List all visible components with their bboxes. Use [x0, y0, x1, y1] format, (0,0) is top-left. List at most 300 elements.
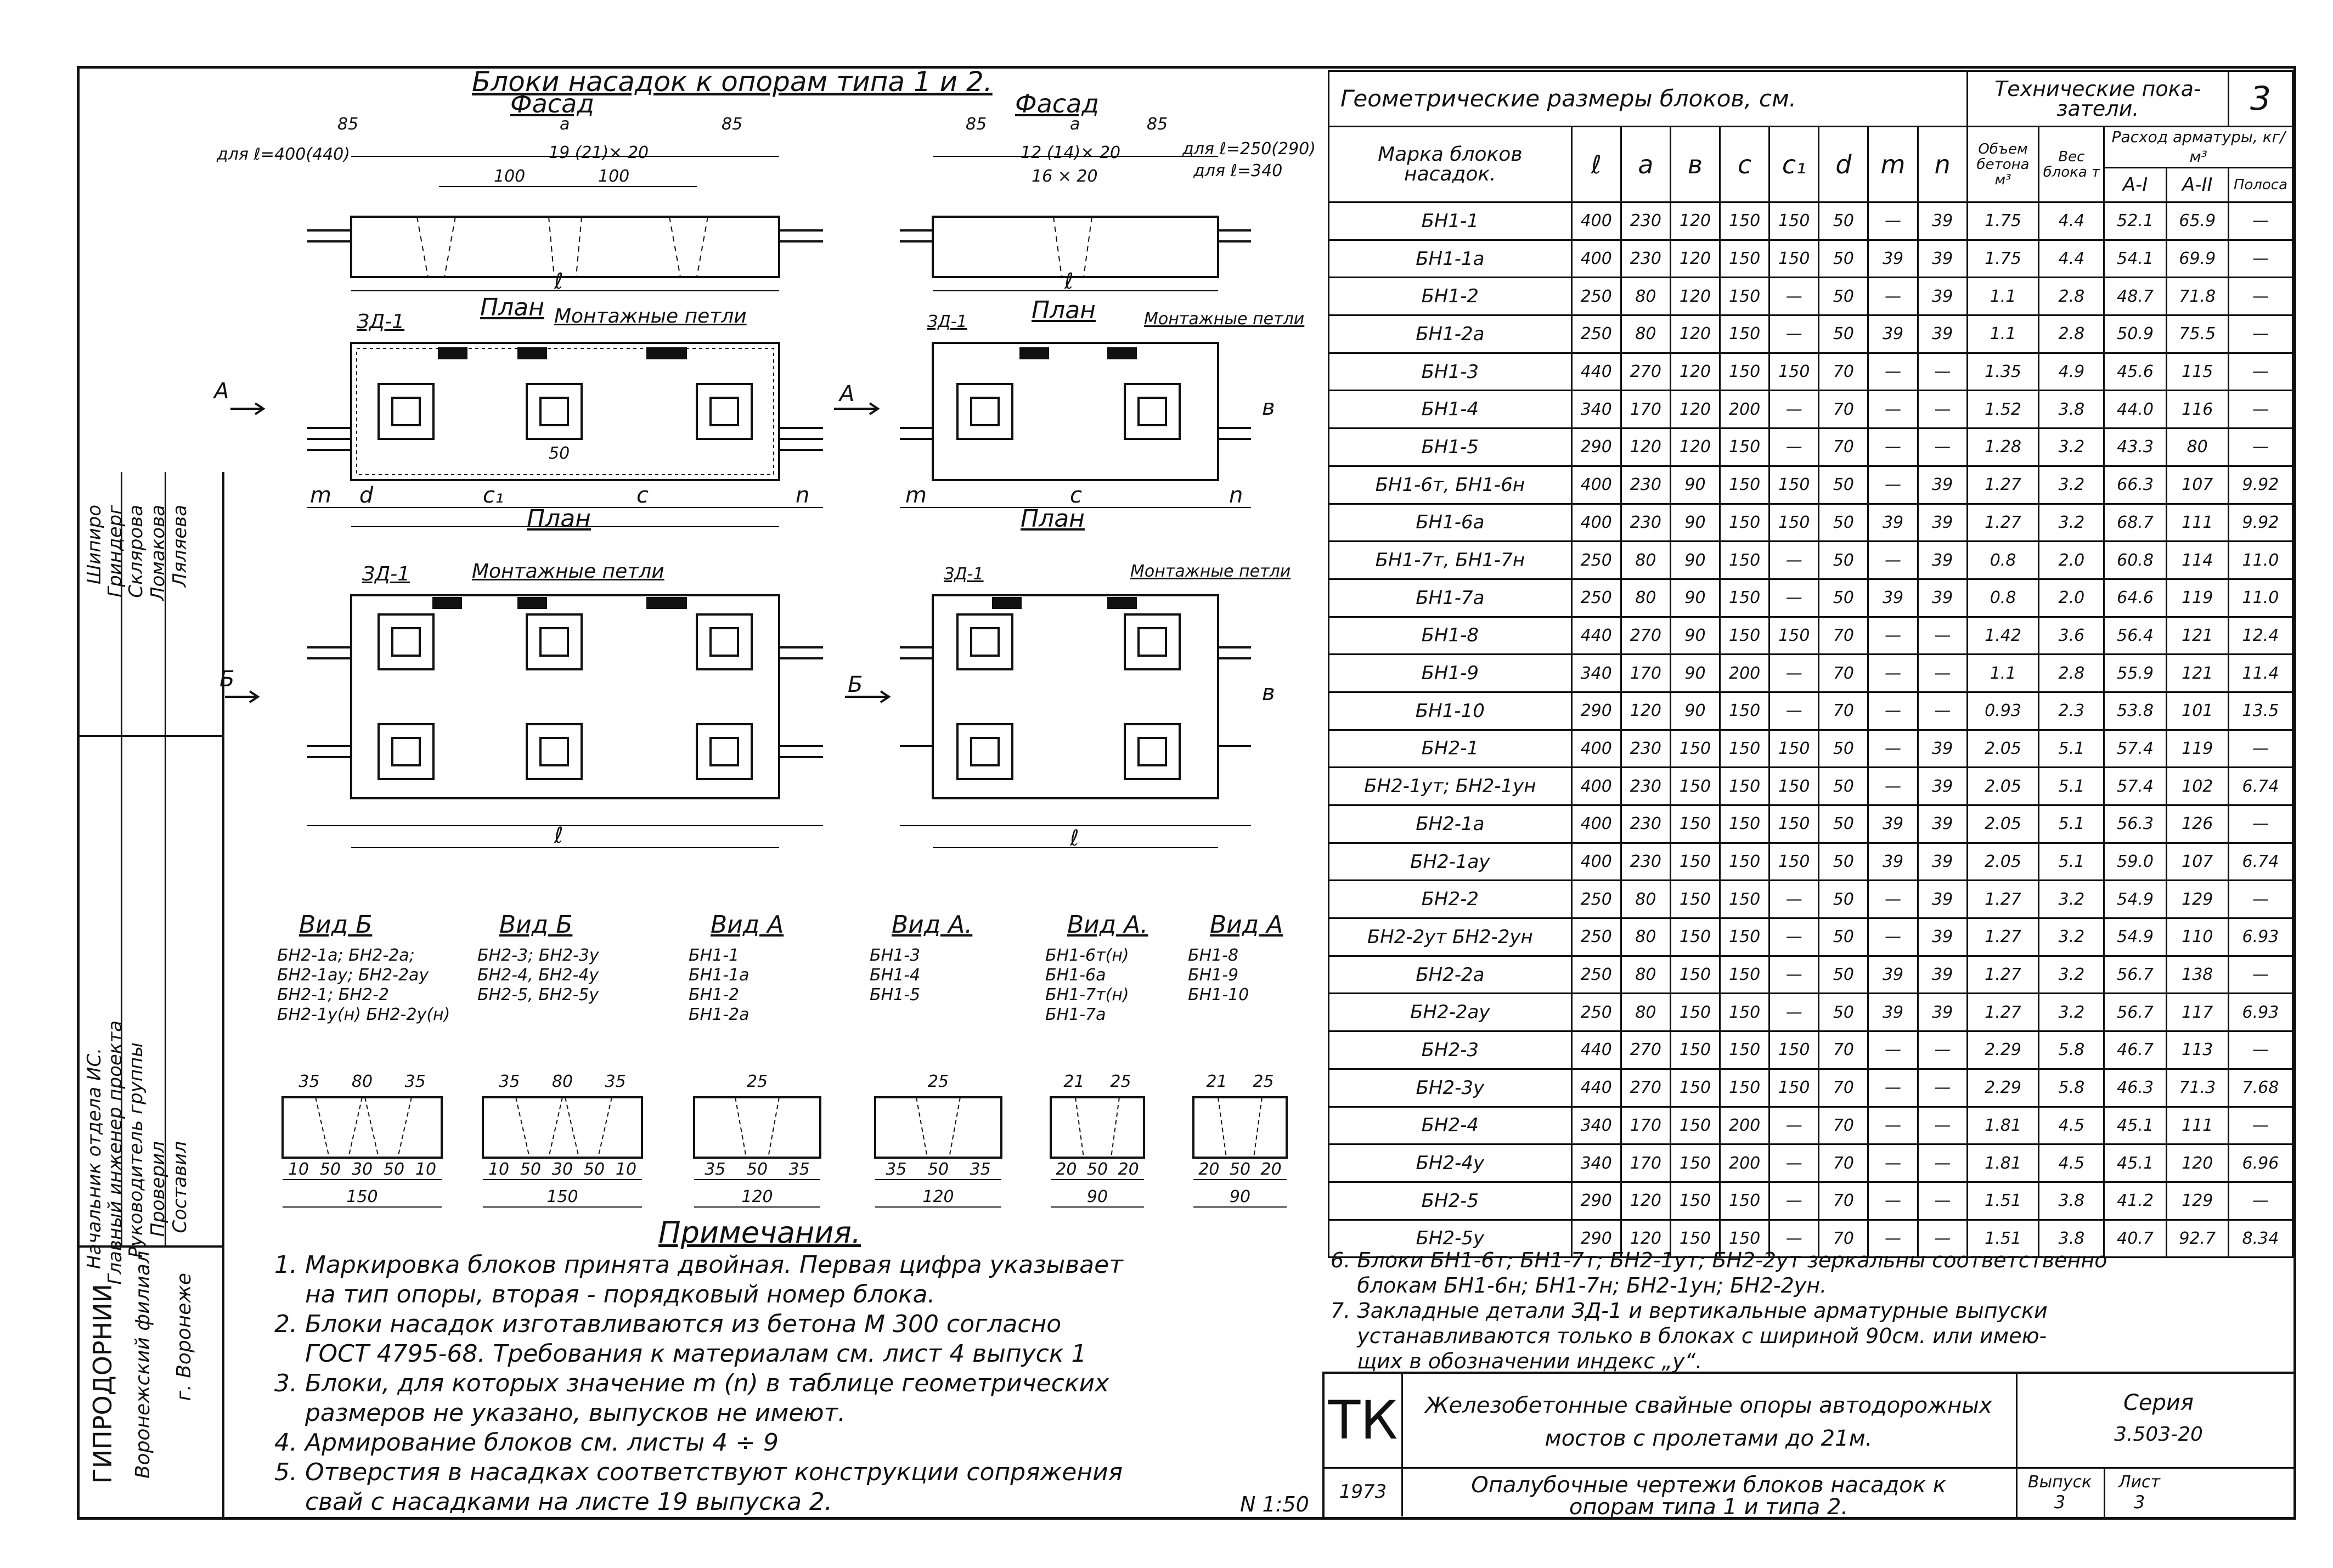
- col-rebar: Расход арматуры, кг/м³: [2104, 127, 2293, 168]
- view-dims: [1051, 1160, 1144, 1179]
- table-cell: 39: [1918, 918, 1967, 956]
- table-row: [1329, 805, 2293, 843]
- table-cell: 48.7: [2104, 278, 2166, 315]
- col-n: n: [1918, 127, 1967, 202]
- table-cell: 39: [1868, 956, 1918, 994]
- table-cell: 39: [1918, 805, 1967, 843]
- table-cell: 138: [2166, 956, 2228, 994]
- block-mark-cell: БН2-3у: [1329, 1069, 1572, 1107]
- table-cell: 2.29: [1967, 1069, 2039, 1107]
- table-cell: 40.7: [2104, 1220, 2166, 1257]
- table-cell: 230: [1621, 843, 1670, 881]
- col-volume: Объем бетона м³: [1967, 127, 2039, 202]
- view-dim: 10: [488, 1160, 510, 1179]
- table-cell: 150: [1770, 202, 1819, 240]
- note-line: 1. Маркировка блоков принята двойная. Первая цифра указывает: [274, 1251, 1123, 1279]
- view-top-dim: 25: [746, 1072, 768, 1091]
- table-cell: 129: [2166, 1182, 2228, 1220]
- table-cell: 39: [1918, 315, 1967, 353]
- table-cell: 39: [1868, 240, 1918, 278]
- block-mark-cell: БН2-4у: [1329, 1144, 1572, 1182]
- table-cell: 70: [1819, 617, 1868, 655]
- table-cell: 150: [1770, 768, 1819, 805]
- table-cell: 150: [1720, 994, 1770, 1031]
- table-cell: 3.6: [2039, 617, 2104, 655]
- block-mark-cell: БН1-6т, БН1-6н: [1329, 466, 1572, 504]
- table-cell: 150: [1670, 918, 1720, 956]
- view-top-dims: [1051, 1073, 1144, 1091]
- table-cell: 1.51: [1967, 1182, 2039, 1220]
- view-title: Вид А.: [1067, 911, 1148, 939]
- table-cell: 150: [1670, 1220, 1720, 1257]
- table-cell: 71.8: [2166, 278, 2228, 315]
- table-cell: 0.8: [1967, 579, 2039, 617]
- table-row: [1329, 1031, 2293, 1069]
- table-cell: 80: [1621, 579, 1670, 617]
- table-cell: 39: [1918, 730, 1967, 768]
- view-total-width: 90: [1229, 1187, 1251, 1206]
- table-cell: 1.81: [1967, 1107, 2039, 1144]
- view-top-dim: 35: [404, 1072, 426, 1091]
- table-cell: 150: [1720, 1069, 1770, 1107]
- table-cell: —: [2228, 1107, 2292, 1144]
- drawing-title: Блоки насадок к опорам типа 1 и 2.: [472, 66, 993, 98]
- table-row: [1329, 353, 2293, 391]
- view-block-list: БН2-5, БН2-5у: [477, 985, 599, 1005]
- table-cell: 1.35: [1967, 353, 2039, 391]
- block-mark-cell: БН1-9: [1329, 655, 1572, 692]
- view-dim: 35: [886, 1160, 907, 1179]
- table-cell: 41.2: [2104, 1182, 2166, 1220]
- view-top-dims: [875, 1073, 1001, 1091]
- table-cell: 116: [2166, 391, 2228, 428]
- table-cell: 6.93: [2228, 994, 2292, 1031]
- table-cell: 1.27: [1967, 918, 2039, 956]
- view-block-list: БН1-10: [1188, 985, 1249, 1005]
- table-cell: 80: [1621, 315, 1670, 353]
- table-cell: —: [1868, 466, 1918, 504]
- table-cell: 230: [1621, 730, 1670, 768]
- table-cell: 2.3: [2039, 692, 2104, 730]
- view-top-dim: 21: [1206, 1072, 1227, 1091]
- dim-a-right: a: [1070, 115, 1080, 134]
- table-cell: 120: [1621, 1220, 1670, 1257]
- table-cell: 340: [1571, 655, 1621, 692]
- table-cell: —: [2228, 730, 2292, 768]
- table-cell: 150: [1720, 730, 1770, 768]
- table-cell: 150: [1720, 504, 1770, 542]
- table-cell: 400: [1571, 466, 1621, 504]
- view-block-list: БН1-9: [1188, 966, 1239, 985]
- table-row: [1329, 428, 2293, 466]
- table-cell: 150: [1670, 881, 1720, 918]
- table-cell: 120: [1621, 692, 1670, 730]
- table-cell: —: [1770, 1107, 1819, 1144]
- table-cell: 1.27: [1967, 466, 2039, 504]
- table-cell: 400: [1571, 730, 1621, 768]
- table-cell: 50: [1819, 202, 1868, 240]
- table-cell: 150: [1720, 466, 1770, 504]
- facade-right-label: Фасад: [1015, 89, 1100, 119]
- table-cell: 110: [2166, 918, 2228, 956]
- table-cell: 150: [1720, 202, 1770, 240]
- table-cell: 70: [1819, 692, 1868, 730]
- table-cell: 70: [1819, 1144, 1868, 1182]
- sheet-number: 3: [2228, 71, 2292, 127]
- stamp-title-2: мостов с пролетами до 21м.: [1545, 1426, 1873, 1451]
- block-mark-cell: БН2-5: [1329, 1182, 1572, 1220]
- table-cell: 150: [1720, 768, 1770, 805]
- facade-left-dims: 19 (21)× 20: [549, 143, 649, 162]
- table-cell: 117: [2166, 994, 2228, 1031]
- table-cell: 150: [1720, 956, 1770, 994]
- dim-50-plan-1: 50: [549, 444, 570, 463]
- name-4: Ломакова: [147, 505, 169, 601]
- table-cell: 2.29: [1967, 1031, 2039, 1069]
- table-cell: —: [1918, 1031, 1967, 1069]
- table-cell: 230: [1621, 768, 1670, 805]
- block-mark-cell: БН1-7т, БН1-7н: [1329, 542, 1572, 579]
- table-cell: —: [2228, 278, 2292, 315]
- table-cell: 121: [2166, 617, 2228, 655]
- table-cell: 150: [1670, 1144, 1720, 1182]
- table-cell: 230: [1621, 466, 1670, 504]
- table-cell: 6.74: [2228, 843, 2292, 881]
- table-cell: 50: [1819, 918, 1868, 956]
- facade-left-label: Фасад: [510, 89, 595, 119]
- plan-1-dim-c1-left: c₁: [483, 483, 504, 508]
- table-cell: 64.6: [2104, 579, 2166, 617]
- plan-2-left-title: План: [527, 505, 591, 533]
- table-cell: 57.4: [2104, 730, 2166, 768]
- table-cell: 440: [1571, 1069, 1621, 1107]
- role-3: Руководитель группы: [125, 1042, 147, 1258]
- table-cell: 1.27: [1967, 956, 2039, 994]
- table-cell: 400: [1571, 768, 1621, 805]
- table-cell: 150: [1770, 617, 1819, 655]
- view-dim: 35: [705, 1160, 726, 1179]
- table-cell: 230: [1621, 805, 1670, 843]
- table-cell: 50: [1819, 504, 1868, 542]
- table-row: [1329, 956, 2293, 994]
- table-cell: 4.5: [2039, 1107, 2104, 1144]
- table-cell: 119: [2166, 579, 2228, 617]
- facade-l-left: ℓ: [554, 269, 563, 294]
- table-row: [1329, 240, 2293, 278]
- note-right-line: 6. Блоки БН1-6т; БН1-7т; БН2-1ут; БН2-2ут зеркальны соответственно: [1331, 1248, 2107, 1272]
- table-cell: 150: [1720, 692, 1770, 730]
- view-dim: 50: [583, 1160, 605, 1179]
- table-cell: —: [1868, 1107, 1918, 1144]
- left-length-note: для ℓ=400(440): [217, 145, 350, 164]
- table-cell: 54.9: [2104, 881, 2166, 918]
- table-cell: 150: [1720, 315, 1770, 353]
- view-dim: 50: [383, 1160, 405, 1179]
- table-cell: 107: [2166, 843, 2228, 881]
- dim-85-right-a: 85: [966, 115, 987, 134]
- table-cell: 150: [1720, 805, 1770, 843]
- block-mark-cell: БН2-2а: [1329, 956, 1572, 994]
- table-cell: —: [1868, 617, 1918, 655]
- table-cell: 250: [1571, 994, 1621, 1031]
- block-mark-cell: БН2-4: [1329, 1107, 1572, 1144]
- plan-2-dim-l-right: ℓ: [1070, 826, 1079, 851]
- table-cell: 150: [1770, 353, 1819, 391]
- table-cell: —: [2228, 428, 2292, 466]
- table-cell: 56.4: [2104, 617, 2166, 655]
- table-cell: 80: [2166, 428, 2228, 466]
- table-cell: 3.2: [2039, 956, 2104, 994]
- table-cell: 70: [1819, 1182, 1868, 1220]
- table-cell: 80: [1621, 278, 1670, 315]
- dim-85-right-b: 85: [1147, 115, 1168, 134]
- table-row: [1329, 579, 2293, 617]
- view-block-list: БН1-7а: [1045, 1005, 1106, 1024]
- table-cell: 70: [1819, 353, 1868, 391]
- table-cell: —: [1868, 730, 1918, 768]
- table-cell: 39: [1918, 994, 1967, 1031]
- table-cell: 0.8: [1967, 542, 2039, 579]
- table-cell: 70: [1819, 1107, 1868, 1144]
- table-cell: 119: [2166, 730, 2228, 768]
- col-b: в: [1670, 127, 1720, 202]
- org-city: г. Воронеже: [173, 1273, 195, 1401]
- table-cell: —: [1868, 202, 1918, 240]
- table-cell: 120: [1670, 315, 1720, 353]
- view-total-width: 150: [346, 1187, 378, 1206]
- table-cell: 1.81: [1967, 1144, 2039, 1182]
- table-cell: —: [1868, 881, 1918, 918]
- table-cell: 70: [1819, 391, 1868, 428]
- note-line: ГОСТ 4795-68. Требования к материалам см. лист 4 выпуск 1: [274, 1340, 1087, 1368]
- table-cell: 39: [1918, 466, 1967, 504]
- block-mark-cell: БН1-6а: [1329, 504, 1572, 542]
- table-cell: 3.2: [2039, 504, 2104, 542]
- table-row: [1329, 994, 2293, 1031]
- table-cell: 39: [1918, 504, 1967, 542]
- table-cell: —: [2228, 805, 2292, 843]
- series-value: 3.503-20: [2114, 1423, 2203, 1446]
- col-a: a: [1621, 127, 1670, 202]
- table-cell: 39: [1868, 994, 1918, 1031]
- table-cell: —: [1770, 391, 1819, 428]
- table-cell: 44.0: [2104, 391, 2166, 428]
- table-cell: 400: [1571, 805, 1621, 843]
- table-cell: 150: [1720, 240, 1770, 278]
- dim-a-left: a: [560, 115, 570, 134]
- table-cell: 150: [1770, 240, 1819, 278]
- table-cell: —: [1918, 617, 1967, 655]
- table-cell: 90: [1670, 617, 1720, 655]
- view-block-list: БН2-4, БН2-4у: [477, 966, 599, 985]
- view-total-width: 120: [922, 1187, 954, 1206]
- col-l: ℓ: [1571, 127, 1621, 202]
- table-cell: 340: [1571, 391, 1621, 428]
- view-dim: 30: [351, 1160, 373, 1179]
- table-cell: 120: [1670, 391, 1720, 428]
- block-mark-cell: БН1-10: [1329, 692, 1572, 730]
- col-weight: Вес блока т: [2039, 127, 2104, 202]
- block-mark-cell: БН1-2а: [1329, 315, 1572, 353]
- table-row: [1329, 1069, 2293, 1107]
- table-cell: —: [2228, 1182, 2292, 1220]
- table-cell: 150: [1720, 1220, 1770, 1257]
- table-cell: 250: [1571, 956, 1621, 994]
- view-dims: [283, 1160, 442, 1179]
- table-cell: 150: [1770, 504, 1819, 542]
- group-geom: Геометрические размеры блоков, см.: [1329, 71, 1968, 127]
- table-cell: 39: [1918, 881, 1967, 918]
- note-right-line: 7. Закладные детали ЗД-1 и вертикальные арматурные выпуски: [1331, 1299, 2048, 1323]
- table-cell: 56.7: [2104, 994, 2166, 1031]
- table-cell: 2.05: [1967, 768, 2039, 805]
- table-cell: 101: [2166, 692, 2228, 730]
- view-dim: 50: [927, 1160, 949, 1179]
- table-cell: 39: [1918, 956, 1967, 994]
- plan-1-dim-c-left: c: [636, 483, 649, 508]
- zd-2-right: ЗД-1: [944, 565, 984, 584]
- b-dim-right-1: в: [1262, 395, 1275, 420]
- table-cell: 120: [1670, 278, 1720, 315]
- view-total-width: 150: [546, 1187, 578, 1206]
- name-5: Ляляева: [169, 505, 191, 587]
- note-line: 3. Блоки, для которых значение m (n) в таблице геометрических: [274, 1369, 1109, 1397]
- table-cell: 52.1: [2104, 202, 2166, 240]
- note-right-line: блокам БН1-6н; БН1-7н; БН2-1ун; БН2-2ун.: [1331, 1273, 1827, 1298]
- table-cell: 1.27: [1967, 994, 2039, 1031]
- col-rebar-a2: А-II: [2166, 168, 2228, 202]
- table-cell: 56.3: [2104, 805, 2166, 843]
- table-cell: 59.0: [2104, 843, 2166, 881]
- view-dim: 10: [288, 1160, 309, 1179]
- view-dims: [483, 1160, 642, 1179]
- table-row: [1329, 617, 2293, 655]
- table-cell: 170: [1621, 1107, 1670, 1144]
- dim-m: m: [310, 483, 331, 508]
- table-cell: 150: [1720, 918, 1770, 956]
- view-dim: 10: [615, 1160, 637, 1179]
- table-cell: 1.27: [1967, 504, 2039, 542]
- table-row: [1329, 278, 2293, 315]
- table-cell: 54.9: [2104, 918, 2166, 956]
- table-cell: 7.68: [2228, 1069, 2292, 1107]
- table-cell: —: [1918, 655, 1967, 692]
- table-cell: 121: [2166, 655, 2228, 692]
- table-cell: 250: [1571, 579, 1621, 617]
- view-top-dim: 80: [551, 1072, 573, 1091]
- table-cell: 150: [1720, 353, 1770, 391]
- table-cell: 3.2: [2039, 466, 2104, 504]
- table-cell: 56.7: [2104, 956, 2166, 994]
- dim-85-left-b: 85: [722, 115, 743, 134]
- view-dim: 20: [1056, 1160, 1077, 1179]
- view-dim: 35: [970, 1160, 991, 1179]
- table-cell: 54.1: [2104, 240, 2166, 278]
- table-cell: 80: [1621, 994, 1670, 1031]
- block-mark-cell: БН2-2ут БН2-2ун: [1329, 918, 1572, 956]
- table-cell: 230: [1621, 504, 1670, 542]
- table-cell: —: [1770, 579, 1819, 617]
- table-cell: 200: [1720, 655, 1770, 692]
- table-cell: 5.1: [2039, 805, 2104, 843]
- view-block-list: БН2-1а; БН2-2а;: [277, 946, 415, 965]
- view-dims: [1193, 1160, 1287, 1179]
- table-cell: 1.27: [1967, 881, 2039, 918]
- table-row: [1329, 466, 2293, 504]
- table-cell: 46.3: [2104, 1069, 2166, 1107]
- arrow-a-right: А: [839, 381, 855, 407]
- block-mark-cell: БН1-5: [1329, 428, 1572, 466]
- table-cell: —: [1918, 1144, 1967, 1182]
- table-cell: 50: [1819, 240, 1868, 278]
- view-block-list: БН2-1у(н) БН2-2у(н): [277, 1005, 450, 1024]
- table-cell: —: [1868, 1220, 1918, 1257]
- table-cell: 70: [1819, 1069, 1868, 1107]
- table-cell: 3.2: [2039, 994, 2104, 1031]
- view-dim: 20: [1260, 1160, 1282, 1179]
- view-block-list: БН1-2: [689, 985, 740, 1005]
- table-cell: 39: [1868, 315, 1918, 353]
- arrow-b-left: Б: [219, 667, 235, 692]
- table-cell: 120: [2166, 1144, 2228, 1182]
- table-cell: 250: [1571, 278, 1621, 315]
- table-cell: 4.4: [2039, 202, 2104, 240]
- view-total-width: 120: [741, 1187, 773, 1206]
- table-cell: —: [1868, 655, 1918, 692]
- table-cell: 9.92: [2228, 466, 2292, 504]
- table-cell: 230: [1621, 202, 1670, 240]
- loops-1-right: Монтажные петли: [1144, 309, 1305, 329]
- org-branch: Воронежский филиал: [132, 1251, 154, 1479]
- table-cell: 120: [1670, 353, 1720, 391]
- table-cell: 250: [1571, 542, 1621, 579]
- view-block-list: БН1-1: [689, 946, 740, 965]
- note-line: 5. Отверстия в насадках соответствуют конструкции сопряжения: [274, 1458, 1123, 1486]
- table-cell: 150: [1670, 805, 1720, 843]
- view-block-list: БН1-6а: [1045, 966, 1106, 985]
- table-cell: 90: [1670, 692, 1720, 730]
- table-cell: —: [1770, 542, 1819, 579]
- table-cell: 39: [1918, 202, 1967, 240]
- table-row: [1329, 881, 2293, 918]
- table-cell: 70: [1819, 1031, 1868, 1069]
- table-cell: —: [1918, 428, 1967, 466]
- table-cell: 270: [1621, 1069, 1670, 1107]
- table-cell: —: [1868, 692, 1918, 730]
- table-cell: 70: [1819, 1220, 1868, 1257]
- block-mark-cell: БН1-1а: [1329, 240, 1572, 278]
- table-cell: 250: [1571, 315, 1621, 353]
- table-cell: 92.7: [2166, 1220, 2228, 1257]
- table-cell: 340: [1571, 1107, 1621, 1144]
- table-cell: 3.8: [2039, 391, 2104, 428]
- stamp-title-1: Железобетонные свайные опоры автодорожных: [1425, 1393, 1992, 1418]
- table-cell: 107: [2166, 466, 2228, 504]
- table-cell: 170: [1621, 655, 1670, 692]
- table-cell: 50: [1819, 768, 1868, 805]
- table-cell: 400: [1571, 240, 1621, 278]
- table-cell: 200: [1720, 1144, 1770, 1182]
- table-cell: 440: [1571, 1031, 1621, 1069]
- table-cell: —: [1868, 1182, 1918, 1220]
- table-cell: 150: [1720, 542, 1770, 579]
- view-top-dim: 35: [298, 1072, 320, 1091]
- table-cell: 39: [1918, 579, 1967, 617]
- note-line: 4. Армирование блоков см. листы 4 ÷ 9: [274, 1429, 779, 1457]
- table-row: [1329, 1144, 2293, 1182]
- table-cell: —: [2228, 315, 2292, 353]
- col-d: d: [1819, 127, 1868, 202]
